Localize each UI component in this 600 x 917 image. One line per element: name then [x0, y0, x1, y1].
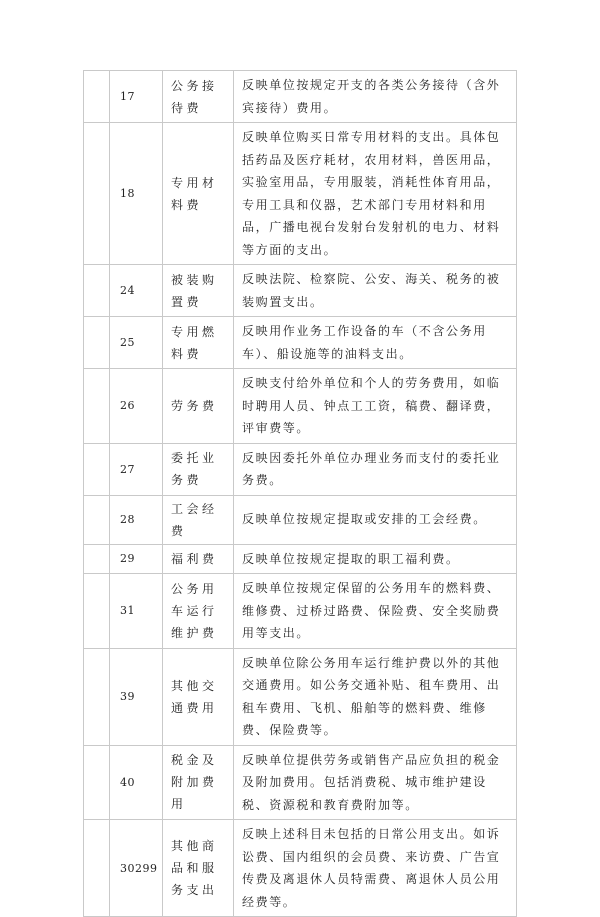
code-cell: 18: [110, 123, 163, 265]
table-row: [84, 745, 517, 820]
blank-cell: [84, 820, 110, 917]
desc-cell: 反映单位提供劳务或销售产品应负担的税金及附加费用。包括消费税、城市维护建设税、资源税和教育费附加等。: [234, 745, 517, 820]
desc-cell: 反映单位按规定提取或安排的工会经费。: [234, 495, 517, 544]
table-row: [84, 123, 517, 265]
name-cell: 工会经费: [163, 495, 234, 544]
blank-cell: [84, 648, 110, 745]
table-row: [84, 317, 517, 369]
code-cell: 29: [110, 544, 163, 574]
expense-table: [83, 70, 517, 917]
table-row: [84, 820, 517, 917]
blank-cell: [84, 369, 110, 444]
name-cell: 其他交通费用: [163, 648, 234, 745]
blank-cell: [84, 495, 110, 544]
code-cell: 17: [110, 71, 163, 123]
blank-cell: [84, 544, 110, 574]
code-cell: 30299: [110, 820, 163, 917]
table-row: [84, 648, 517, 745]
code-cell: 31: [110, 574, 163, 649]
table-row: [84, 574, 517, 649]
desc-cell: 反映单位按规定开支的各类公务接待（含外宾接待）费用。: [234, 71, 517, 123]
name-cell: 其他商品和服务支出: [163, 820, 234, 917]
name-cell: 公务用车运行维护费: [163, 574, 234, 649]
name-cell: 被装购置费: [163, 265, 234, 317]
desc-cell: 反映因委托外单位办理业务而支付的委托业务费。: [234, 443, 517, 495]
code-cell: 25: [110, 317, 163, 369]
blank-cell: [84, 123, 110, 265]
desc-cell: 反映上述科目未包括的日常公用支出。如诉讼费、国内组织的会员费、来访费、广告宣传费及离退休人员特需费、离退休人员公用经费等。: [234, 820, 517, 917]
table-row: [84, 369, 517, 444]
desc-cell: 反映单位购买日常专用材料的支出。具体包括药品及医疗耗材，农用材料，兽医用品，实验室用品，专用服装，消耗性体育用品，专用工具和仪器，艺术部门专用材料和用品，广播电视台发射台发射机的电力、材料等方面的支出。: [234, 123, 517, 265]
code-cell: 27: [110, 443, 163, 495]
blank-cell: [84, 745, 110, 820]
blank-cell: [84, 71, 110, 123]
desc-cell: 反映用作业务工作设备的车（不含公务用车）、船设施等的油料支出。: [234, 317, 517, 369]
code-cell: 26: [110, 369, 163, 444]
name-cell: 专用材料费: [163, 123, 234, 265]
blank-cell: [84, 574, 110, 649]
desc-cell: 反映法院、检察院、公安、海关、税务的被装购置支出。: [234, 265, 517, 317]
code-cell: 39: [110, 648, 163, 745]
code-cell: 28: [110, 495, 163, 544]
table-row: [84, 443, 517, 495]
name-cell: 委托业务费: [163, 443, 234, 495]
table-row: [84, 544, 517, 574]
blank-cell: [84, 317, 110, 369]
blank-cell: [84, 265, 110, 317]
table-row: [84, 265, 517, 317]
desc-cell: 反映单位按规定提取的职工福利费。: [234, 544, 517, 574]
code-cell: 24: [110, 265, 163, 317]
name-cell: 劳务费: [163, 369, 234, 444]
desc-cell: 反映单位按规定保留的公务用车的燃料费、维修费、过桥过路费、保险费、安全奖励费用等支出。: [234, 574, 517, 649]
name-cell: 专用燃料费: [163, 317, 234, 369]
name-cell: 福利费: [163, 544, 234, 574]
table-row: [84, 495, 517, 544]
code-cell: 40: [110, 745, 163, 820]
desc-cell: 反映单位除公务用车运行维护费以外的其他交通费用。如公务交通补贴、租车费用、出租车费用、飞机、船舶等的燃料费、维修费、保险费等。: [234, 648, 517, 745]
name-cell: 税金及附加费用: [163, 745, 234, 820]
table-row: [84, 71, 517, 123]
desc-cell: 反映支付给外单位和个人的劳务费用，如临时聘用人员、钟点工工资，稿费、翻译费，评审费等。: [234, 369, 517, 444]
name-cell: 公务接待费: [163, 71, 234, 123]
blank-cell: [84, 443, 110, 495]
